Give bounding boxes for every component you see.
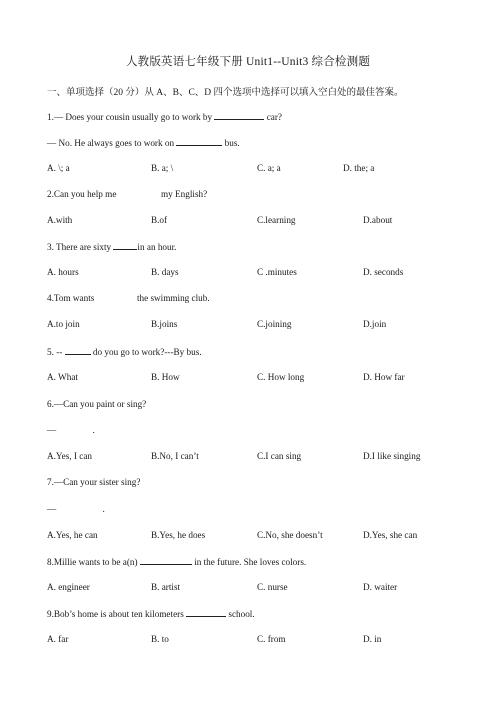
answer-blank <box>65 346 91 355</box>
q5-line1-after: do you go to work?---By bus. <box>92 347 202 357</box>
answer-blank <box>176 137 222 146</box>
q2-line1-before: 2.Can you help me <box>47 189 117 199</box>
option-d: D. in <box>363 634 382 644</box>
q7-options <box>47 530 447 544</box>
option-a: A. far <box>47 634 69 644</box>
q1-line2 <box>47 137 240 148</box>
q4-line1 <box>47 293 210 303</box>
q7-line1-before: 7.—Can your sister sing? <box>47 477 141 487</box>
answer-blank <box>186 608 226 617</box>
option-b: B. a; \ <box>151 163 174 173</box>
q8-line1-after: in the future. She loves colors. <box>194 557 307 567</box>
q6-line2-before: — <box>47 425 57 435</box>
option-a: A.Yes, I can <box>47 451 92 461</box>
q3-line1 <box>47 241 176 252</box>
option-b: B. How <box>151 372 180 382</box>
option-c: C. nurse <box>257 582 288 592</box>
option-c: C.learning <box>257 215 296 225</box>
q5-options <box>47 372 447 386</box>
q4-line1-before: 4.Tom wants <box>47 293 95 303</box>
option-a: A.to join <box>47 319 80 329</box>
q5-line1 <box>47 346 202 357</box>
option-b: B. days <box>151 267 179 277</box>
q1-line2-before: — No. He always goes to work on <box>47 138 175 148</box>
option-c: C.joining <box>257 319 292 329</box>
q7-line1 <box>47 477 140 487</box>
option-d: D.join <box>363 319 387 329</box>
q3-line1-before: 3. There are sixty <box>47 242 112 252</box>
option-c: C. a; a <box>257 163 281 173</box>
option-d: D.Yes, she can <box>363 530 418 540</box>
q1-line1 <box>47 111 282 122</box>
option-d: D. the; a <box>343 163 375 173</box>
q2-line1 <box>47 189 207 199</box>
q5-line1-before: 5. -- <box>47 347 63 357</box>
option-b: B.No, I can’t <box>151 451 199 461</box>
option-c: C. from <box>257 634 286 644</box>
q9-options <box>47 634 447 648</box>
option-d: D.about <box>363 215 393 225</box>
option-b: B.of <box>151 215 168 225</box>
option-a: A. \; a <box>47 163 70 173</box>
option-c: C. How long <box>257 372 305 382</box>
option-d: D. How far <box>363 372 405 382</box>
q4-line1-after: the swimming club. <box>136 293 210 303</box>
q6-line1-before: 6.—Can you paint or sing? <box>47 399 147 409</box>
option-c: C.I can sing <box>257 451 302 461</box>
q8-line1-before: 8.Millie wants to be a(n) <box>47 557 138 567</box>
q2-line1-after: my English? <box>161 189 208 199</box>
option-a: A.with <box>47 215 73 225</box>
q2-options <box>47 215 447 229</box>
q9-line1 <box>47 608 255 619</box>
option-b: B.joins <box>151 319 178 329</box>
option-d: D.I like singing <box>363 451 421 461</box>
q6-line1 <box>47 399 146 409</box>
q1-line2-after: bus. <box>224 138 240 148</box>
q6-line2 <box>47 425 95 435</box>
section-instruction: 一、单项选择（20 分）从 A、B、C、D 四个选项中选择可以填入空白处的最佳答案。 <box>47 88 404 98</box>
answer-blank <box>140 556 192 565</box>
option-c: C .minutes <box>257 267 297 277</box>
option-d: D. waiter <box>363 582 398 592</box>
q3-options <box>47 267 447 281</box>
q6-options <box>47 451 447 465</box>
option-a: A. engineer <box>47 582 90 592</box>
q3-line1-after: in an hour. <box>137 242 177 252</box>
option-b: B. to <box>151 634 169 644</box>
q4-options <box>47 319 447 333</box>
answer-blank <box>113 241 137 250</box>
q9-line1-before: 9.Bob’s home is about ten kilometers <box>47 609 184 619</box>
q9-line1-after: school. <box>228 609 255 619</box>
option-b: B. artist <box>151 582 181 592</box>
q1-options <box>47 163 447 177</box>
option-c: C.No, she doesn’t <box>257 530 323 540</box>
q1-line1-after: car? <box>266 112 282 122</box>
q8-line1 <box>47 556 306 567</box>
q6-line2-after: . <box>92 425 95 435</box>
q7-line2-after: . <box>102 504 105 514</box>
answer-blank <box>214 111 264 120</box>
option-a: A.Yes, he can <box>47 530 98 540</box>
option-a: A. What <box>47 372 78 382</box>
q8-options <box>47 582 447 596</box>
document-title: 人教版英语七年级下册 Unit1--Unit3 综合检测题 <box>125 56 371 68</box>
option-a: A. hours <box>47 267 79 277</box>
option-d: D. seconds <box>363 267 404 277</box>
option-b: B.Yes, he does <box>151 530 206 540</box>
q7-line2 <box>47 504 105 514</box>
q1-line1-before: 1.— Does your cousin usually go to work by <box>47 112 213 122</box>
q7-line2-before: — <box>47 504 57 514</box>
